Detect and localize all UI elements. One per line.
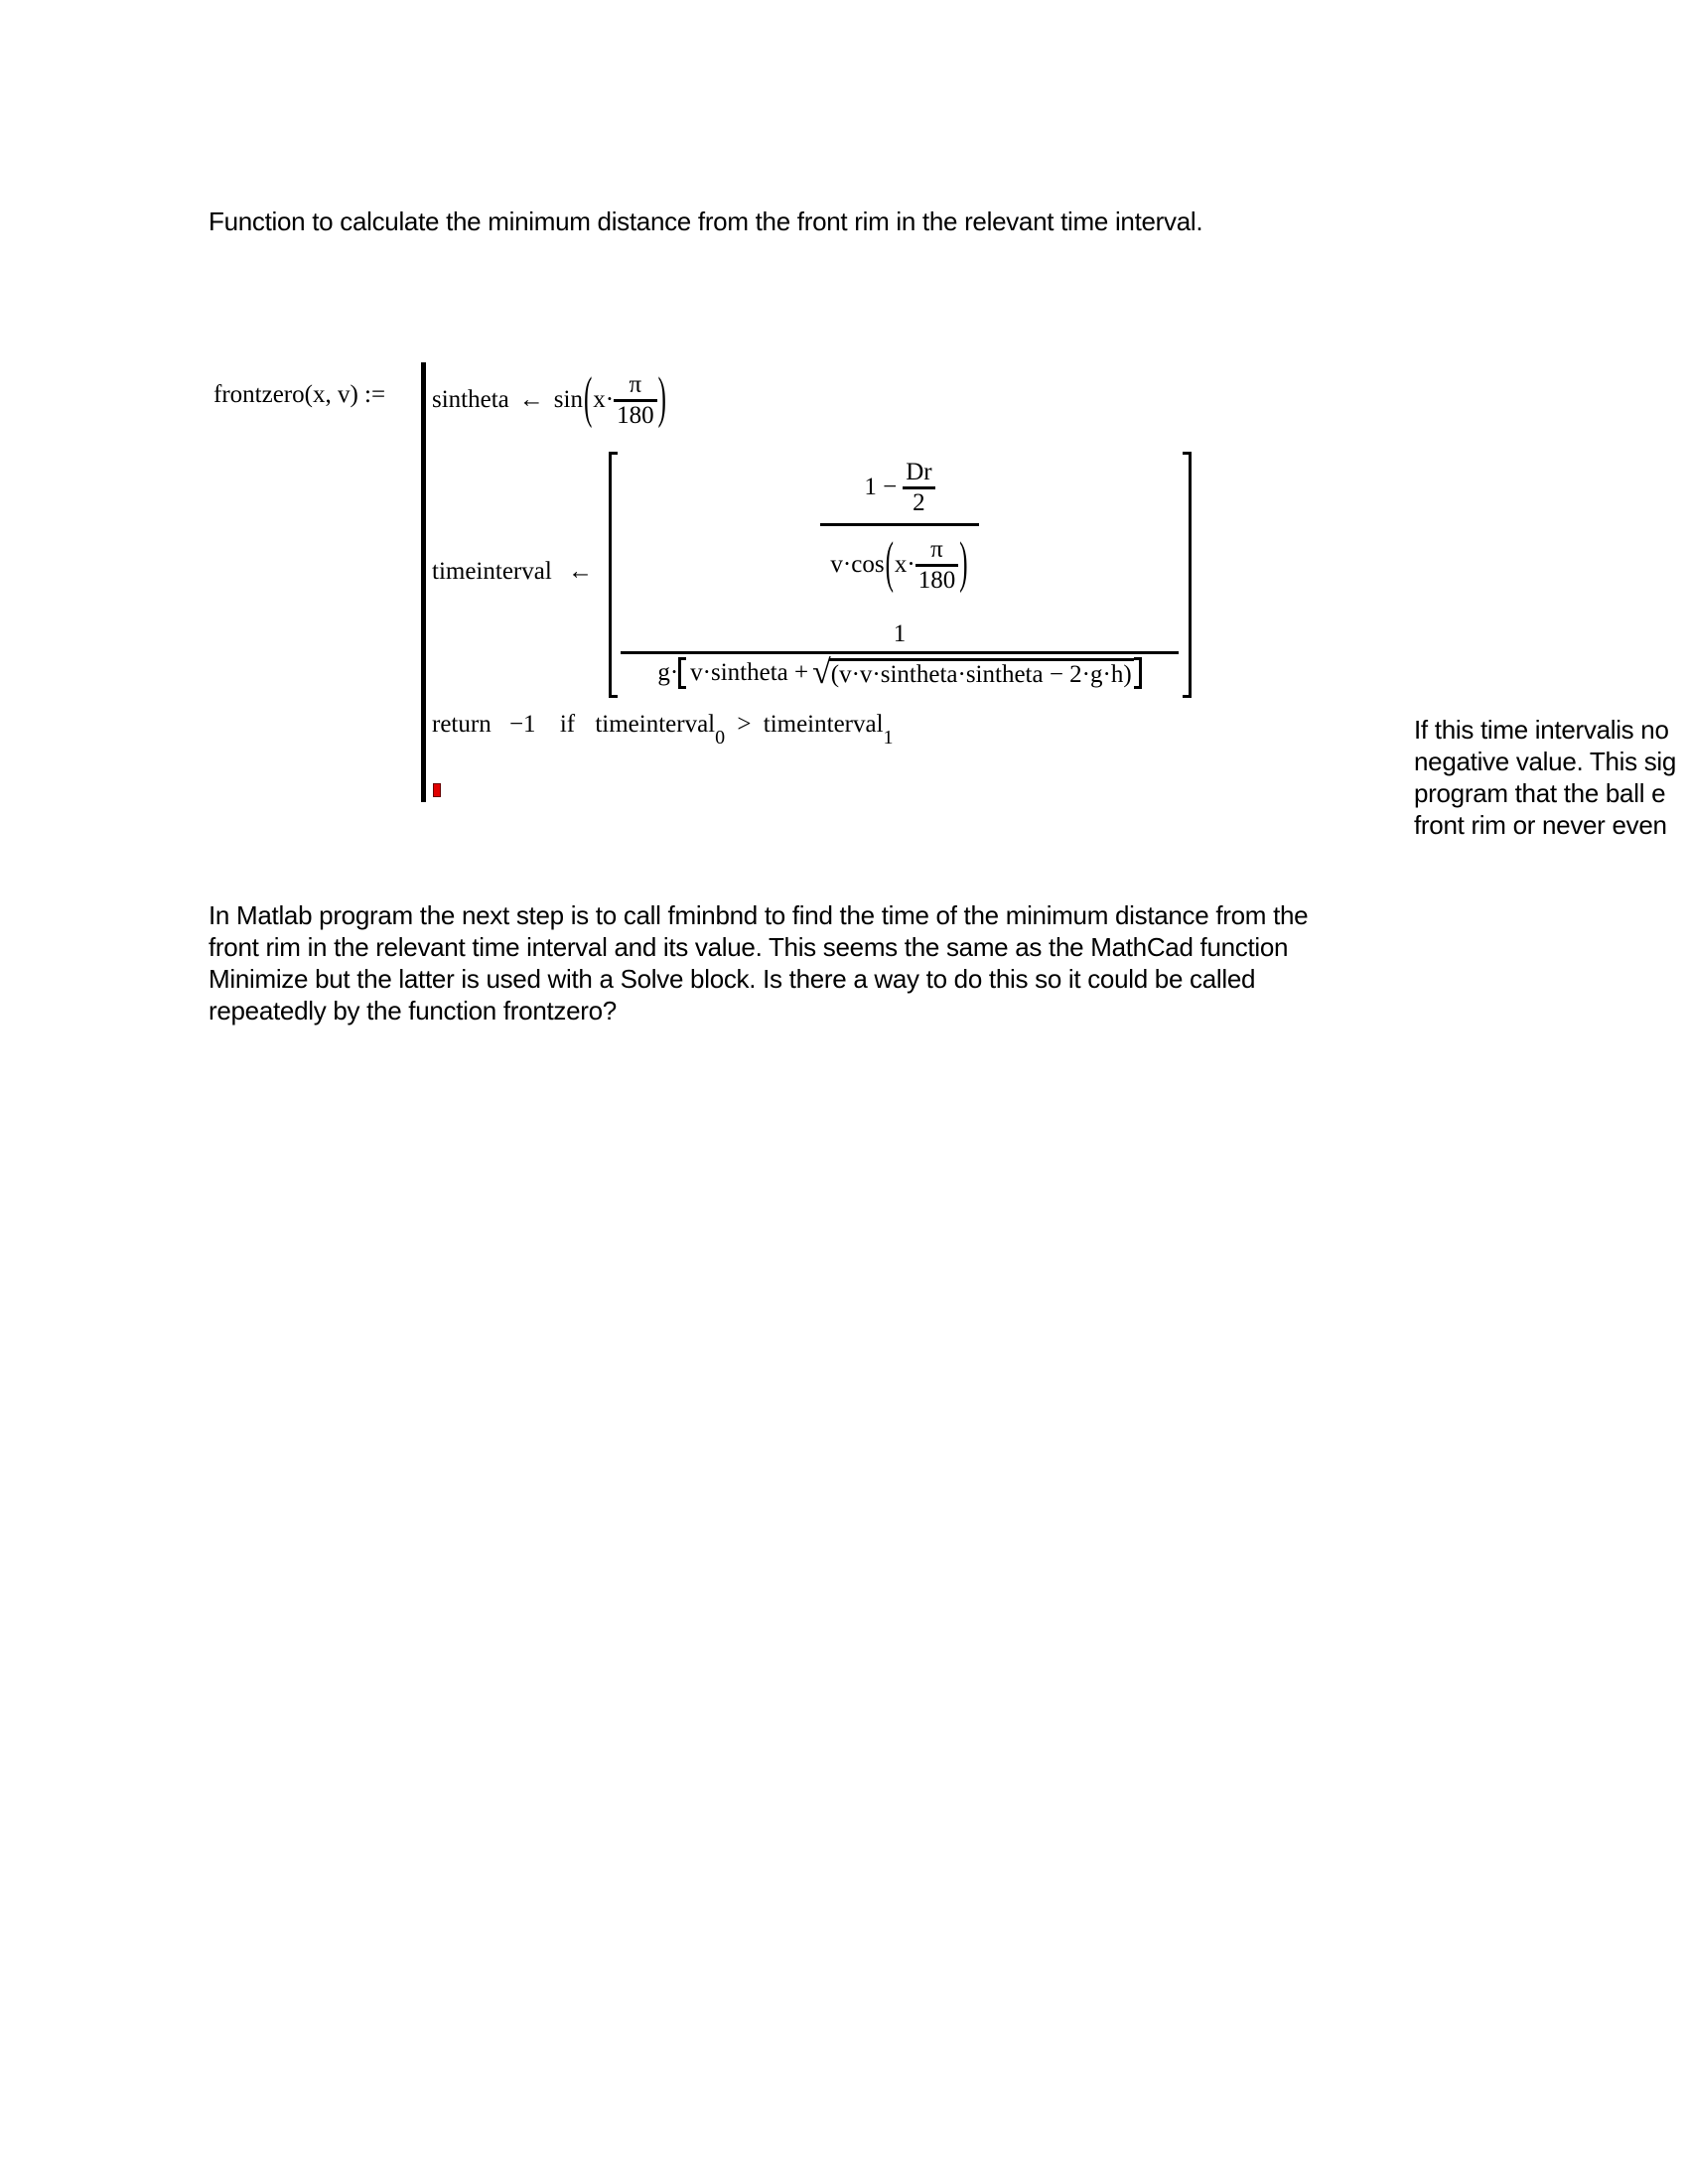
keyword-if: if: [559, 711, 576, 738]
side-note-line: If this time intervalis no: [1414, 715, 1669, 745]
right-paren-icon: ): [959, 532, 968, 595]
argument-x: x·: [894, 551, 915, 578]
intro-text: Function to calculate the minimum distance from the front rim in the relevant time interval.: [209, 206, 1203, 236]
program-block-bar[interactable]: [421, 362, 426, 802]
side-note-line: program that the ball e: [1414, 778, 1666, 808]
argument-x: x·: [593, 386, 615, 413]
subscript-0: 0: [715, 727, 726, 749]
fraction-pi-over-180: [915, 536, 959, 595]
function-definition-label[interactable]: frontzero(x, v) :=: [213, 381, 386, 408]
v-cos: v·cos: [830, 551, 885, 578]
program-line-timeinterval[interactable]: [432, 558, 593, 586]
dr-symbol: Dr: [906, 458, 932, 485]
right-square-bracket-icon: [1134, 657, 1142, 689]
program-line-sintheta[interactable]: [432, 365, 667, 435]
vector-right-bracket-icon: [1183, 452, 1192, 698]
return-value: −1: [508, 711, 536, 738]
question-paragraph: [209, 899, 1308, 1026]
pi-symbol: π: [930, 535, 943, 563]
side-note-line: negative value. This sig: [1414, 747, 1677, 776]
subscript-1: 1: [883, 727, 894, 749]
program-line-return[interactable]: [432, 711, 894, 749]
row0-numerator: [864, 452, 934, 523]
keyword-return: return: [432, 711, 492, 738]
denominator-180: 180: [617, 401, 654, 429]
row0-denominator: [830, 526, 968, 604]
left-paren-icon: (: [583, 367, 593, 430]
row1-numerator: 1: [893, 620, 907, 647]
assign-arrow-icon: ←: [518, 386, 544, 413]
condition-lhs: timeinterval: [595, 711, 716, 738]
denominator-180: 180: [917, 566, 956, 594]
fraction-pi-over-180: [614, 371, 657, 430]
pi-symbol: π: [629, 370, 642, 398]
left-square-bracket-icon: [678, 657, 686, 689]
one-minus: 1 −: [864, 474, 898, 500]
function-sin: sin: [553, 386, 583, 413]
denominator-2: 2: [913, 488, 925, 516]
square-root-icon: √: [812, 654, 831, 691]
right-paren-icon: ): [657, 367, 666, 430]
fraction-dr-over-2: [903, 459, 934, 517]
vector-left-bracket-icon: [609, 452, 618, 698]
v-sintheta-plus: v·sintheta +: [690, 659, 809, 686]
vector-row-1[interactable]: [621, 617, 1179, 692]
variable-sintheta: sintheta: [432, 386, 509, 413]
side-note: [1414, 714, 1676, 841]
question-line: Minimize but the latter is used with a Solve block. Is there a way to do this so it could be called: [209, 964, 1256, 994]
g-times: g·: [657, 659, 679, 686]
sqrt-content: (v·v·sintheta·sintheta − 2·g·h): [829, 658, 1134, 689]
variable-timeinterval: timeinterval: [432, 558, 552, 585]
assign-arrow-icon: ←: [568, 558, 594, 585]
question-line: In Matlab program the next step is to call fminbnd to find the time of the minimum distance from the: [209, 900, 1309, 930]
side-note-line: front rim or never even: [1414, 810, 1667, 840]
question-line: front rim in the relevant time interval and its value. This seems the same as the MathCad function: [209, 932, 1289, 962]
vector-row-0[interactable]: [820, 452, 979, 604]
left-paren-icon: (: [885, 532, 894, 595]
question-line: repeatedly by the function frontzero?: [209, 996, 617, 1025]
insertion-placeholder-marker[interactable]: [433, 783, 441, 797]
greater-than-operator: >: [737, 711, 752, 738]
row1-denominator: [657, 654, 1141, 692]
condition-rhs: timeinterval: [763, 711, 884, 738]
